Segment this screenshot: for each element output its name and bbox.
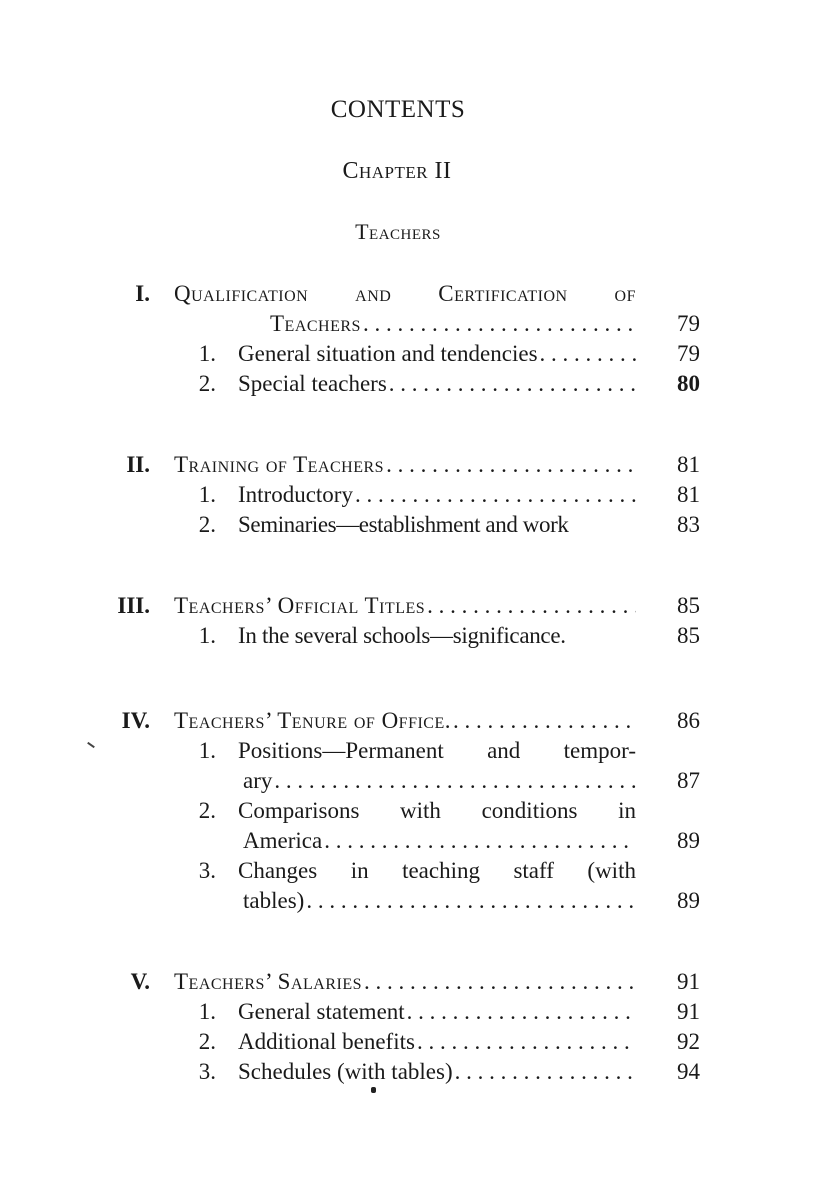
- entry-text-wrap: [238, 339, 636, 369]
- entry-title-continuation: tables): [243, 888, 305, 913]
- entry-number: 1.: [198, 999, 216, 1024]
- entry-text-wrap: [238, 1057, 636, 1087]
- page-number: 85: [677, 623, 700, 648]
- entry-number: 2.: [198, 1029, 216, 1054]
- entry-number: 1.: [198, 623, 216, 648]
- entry-word: (with: [587, 858, 636, 883]
- toc-entry: [0, 339, 840, 369]
- dot-leader: [407, 997, 636, 1027]
- section-iv-heading: [0, 706, 840, 736]
- toc-entry: [0, 621, 840, 651]
- page-number: 79: [677, 311, 700, 336]
- dot-leader: [274, 766, 636, 796]
- section-number: IV.: [121, 708, 150, 733]
- section-number: III.: [117, 593, 150, 618]
- section-number: I.: [135, 281, 150, 306]
- entry-number: 2.: [198, 512, 216, 537]
- dot-leader: [306, 886, 636, 916]
- entry-word: Comparisons: [238, 798, 360, 823]
- section-i-heading-line2: [0, 309, 840, 339]
- section-title-line: [174, 279, 636, 309]
- dot-leader: [386, 450, 636, 480]
- toc-entry-line2: [0, 886, 840, 916]
- title-word: and: [355, 281, 392, 306]
- entry-number: 2.: [198, 798, 216, 823]
- page-number: 85: [677, 593, 700, 618]
- entry-word: in: [350, 858, 369, 883]
- section-ii-heading: [0, 450, 840, 480]
- section-v-heading: [0, 967, 840, 997]
- entry-text-wrap: [238, 621, 640, 651]
- entry-title-continuation: ary: [243, 768, 273, 793]
- page-number: 92: [677, 1029, 700, 1054]
- page-number: 94: [677, 1059, 700, 1084]
- period: .: [560, 623, 566, 648]
- section-title: Teachers’ Official Titles: [174, 593, 426, 618]
- entry-title: General statement: [238, 999, 405, 1024]
- toc-entry-line1: [0, 796, 840, 826]
- entry-title-continuation: America: [243, 828, 323, 853]
- section-title-wrap: [174, 706, 636, 736]
- entry-text-wrap: [238, 510, 640, 540]
- dot-leader: [540, 339, 636, 369]
- entry-text-wrap: [238, 369, 636, 399]
- section-title-continuation: [270, 309, 636, 339]
- entry-title: Schedules (with tables): [238, 1059, 453, 1084]
- entry-word: conditions: [481, 798, 578, 823]
- title-word: of: [614, 281, 636, 306]
- title-word: Qualification: [174, 281, 309, 306]
- contents-heading: CONTENTS: [330, 96, 466, 123]
- page-number: 80: [677, 371, 700, 396]
- section-title: Teachers: [270, 311, 361, 336]
- dot-leader: [364, 967, 636, 997]
- entry-text-wrap: [238, 997, 636, 1027]
- entry-word: Changes: [238, 858, 318, 883]
- toc-entry: [0, 997, 840, 1027]
- page-number: 79: [677, 341, 700, 366]
- entry-text-wrap: [243, 886, 636, 916]
- entry-number: 3.: [198, 858, 216, 883]
- entry-text-wrap: [238, 480, 636, 510]
- toc-entry-line1: [0, 736, 840, 766]
- toc-entry: [0, 1057, 840, 1087]
- page-number: 91: [677, 969, 700, 994]
- toc-entry: [0, 1027, 840, 1057]
- part-heading: Teachers: [355, 219, 441, 244]
- entry-title-line: [238, 796, 636, 826]
- toc-entry: [0, 480, 840, 510]
- dot-leader: [417, 1027, 636, 1057]
- entry-title-line: [238, 856, 636, 886]
- entry-word: teaching: [402, 858, 480, 883]
- section-iii-heading: [0, 591, 840, 621]
- entry-title: Seminaries—establishment and work: [238, 512, 569, 537]
- dot-leader: [355, 480, 636, 510]
- entry-number: 3.: [198, 1059, 216, 1084]
- dot-leader: [453, 706, 636, 736]
- entry-number: 1.: [198, 341, 216, 366]
- title-word: Certification: [438, 281, 568, 306]
- entry-word: Positions—Permanent: [238, 738, 444, 763]
- toc-entry: [0, 510, 840, 540]
- entry-word: staff: [513, 858, 554, 883]
- entry-text-wrap: [243, 826, 636, 856]
- dot-leader: [455, 1057, 636, 1087]
- entry-number: 1.: [198, 482, 216, 507]
- entry-word: and: [487, 738, 521, 763]
- page-number: 91: [677, 999, 700, 1024]
- page-number: 81: [677, 452, 700, 477]
- dot-leader: [363, 309, 636, 339]
- entry-title: Special teachers: [238, 371, 387, 396]
- entry-word: with: [400, 798, 441, 823]
- page-number: 89: [677, 828, 700, 853]
- chapter-heading: Chapter II: [342, 158, 452, 184]
- entry-title-line: [238, 736, 636, 766]
- section-title: Teachers’ Tenure of Office.: [174, 708, 451, 733]
- entry-number: 2.: [198, 371, 216, 396]
- page-number: 83: [677, 512, 700, 537]
- entry-text-wrap: [243, 766, 636, 796]
- section-number: V.: [130, 969, 150, 994]
- entry-number: 1.: [198, 738, 216, 763]
- dot-leader: [389, 369, 636, 399]
- entry-word: in: [618, 798, 636, 823]
- entry-title: In the several schools—significance: [238, 623, 561, 648]
- section-title-wrap: [174, 591, 636, 621]
- entry-title: Introductory: [238, 482, 353, 507]
- page-number: 87: [677, 768, 700, 793]
- page-number: 89: [677, 888, 700, 913]
- dot-leader: [427, 591, 636, 621]
- section-i-heading-line1: [0, 279, 840, 309]
- section-number: II.: [126, 452, 150, 477]
- toc-entry-line1: [0, 856, 840, 886]
- section-title-wrap: [174, 450, 636, 480]
- entry-word: tempor-: [563, 738, 636, 763]
- ink-blot: [371, 1087, 376, 1093]
- entry-title: Additional benefits: [238, 1029, 415, 1054]
- toc-entry-line2: [0, 826, 840, 856]
- section-title: Training of Teachers: [174, 452, 385, 477]
- entry-title: General situation and tendencies: [238, 341, 538, 366]
- section-title-wrap: [174, 967, 636, 997]
- dot-leader: [324, 826, 636, 856]
- entry-text-wrap: [238, 1027, 636, 1057]
- page-number: 81: [677, 482, 700, 507]
- page-number: 86: [677, 708, 700, 733]
- toc-entry: [0, 369, 840, 399]
- toc-entry-line2: [0, 766, 840, 796]
- section-title: Teachers’ Salaries: [174, 969, 362, 994]
